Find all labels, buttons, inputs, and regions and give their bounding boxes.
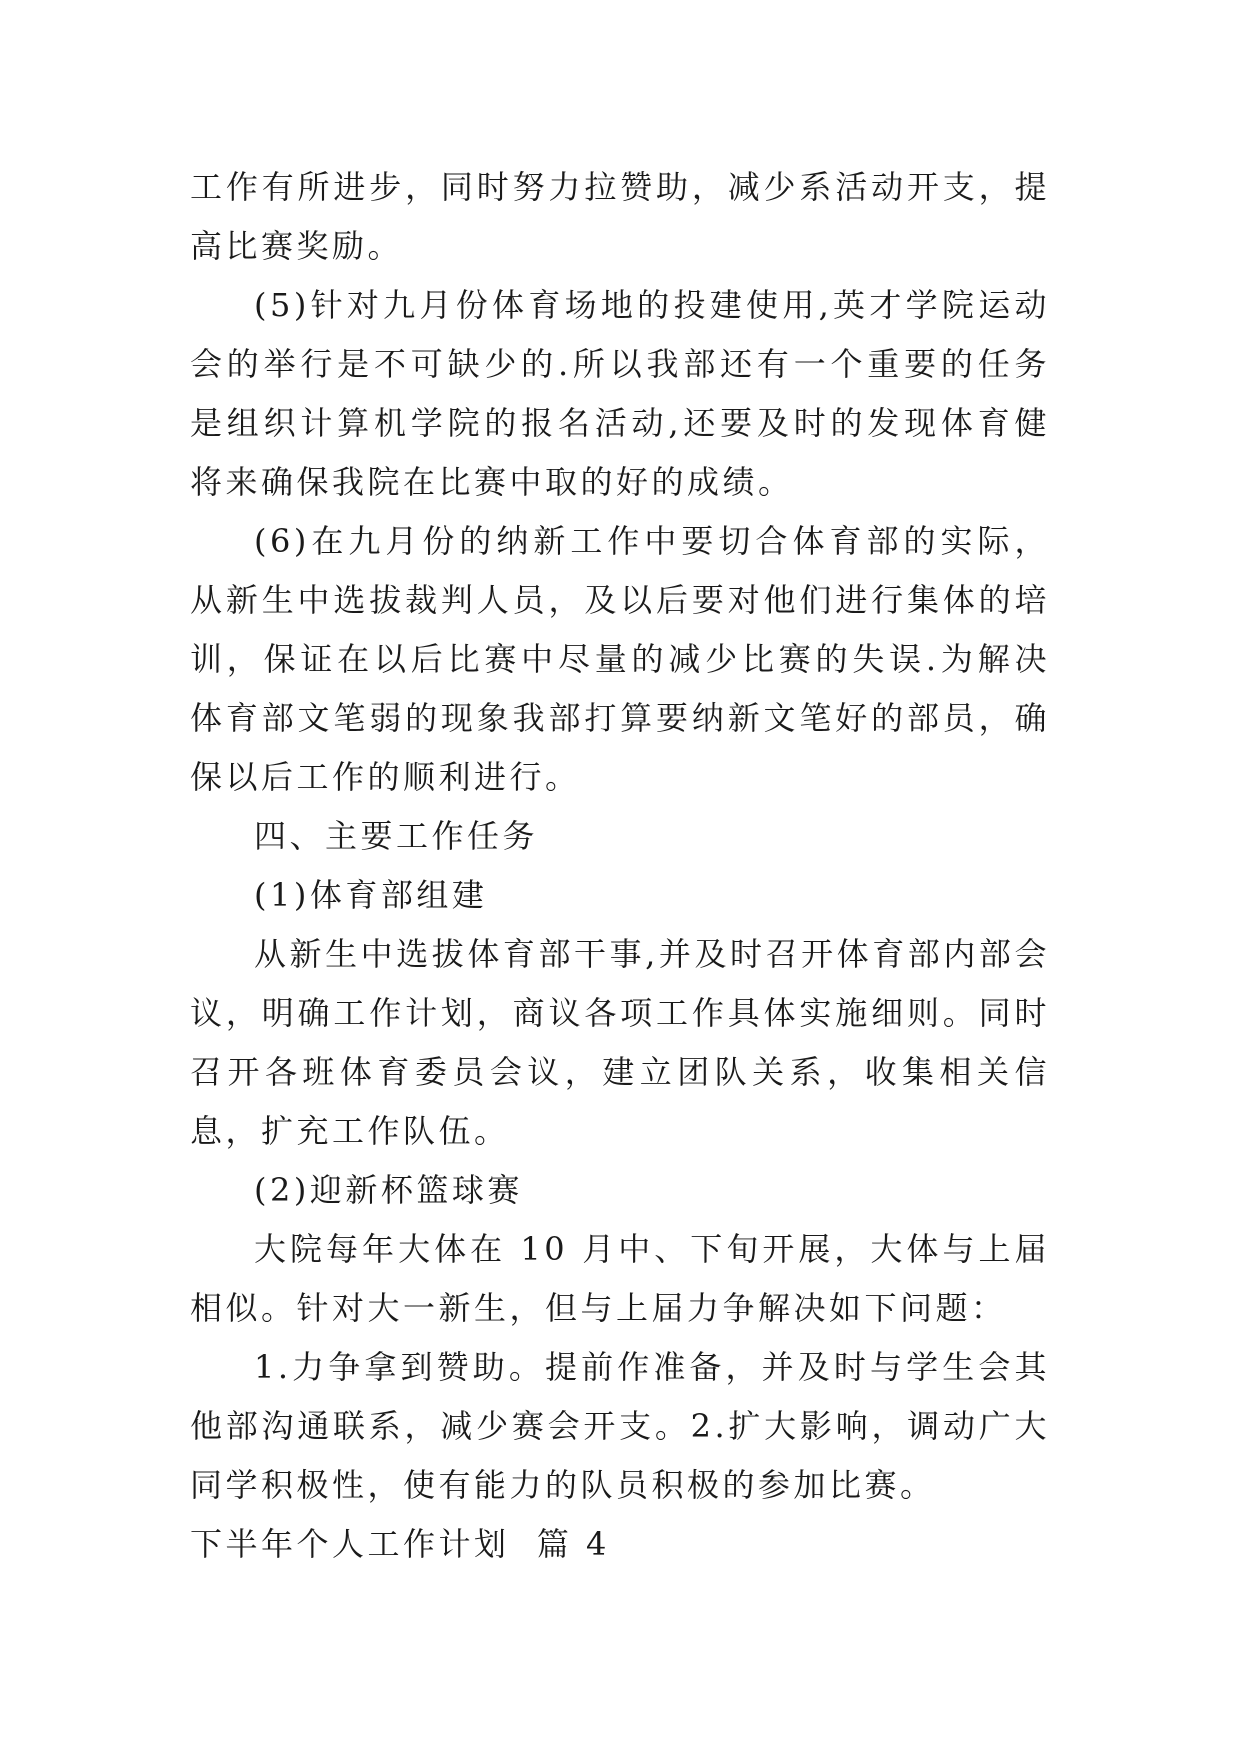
document-body [190,158,1050,1574]
subheading-department-formation: (1)体育部组建 [254,876,488,914]
section-title-part-4: 下半年个人工作计划 篇 4 [190,1525,610,1563]
subheading-basketball-cup: (2)迎新杯篮球赛 [254,1171,523,1209]
paragraph-basketball-cup: 大院每年大体在 10 月中、下旬开展，大体与上届相似。针对大一新生，但与上届力争解决如下问题： [190,1230,1050,1327]
paragraph-item-5: (5)针对九月份体育场地的投建使用,英才学院运动会的举行是不可缺少的.所以我部还有一个重要的任务是组织计算机学院的报名活动,还要及时的发现体育健将来确保我院在比赛中取的好的成绩。 [190,286,1050,501]
paragraph-item-6: (6)在九月份的纳新工作中要切合体育部的实际，从新生中选拔裁判人员，及以后要对他们进行集体的培训，保证在以后比赛中尽量的减少比赛的失误.为解决体育部文笔弱的现象我部打算要纳新文笔好的部员，确保以后工作的顺利进行。 [190,522,1050,796]
section-heading-main-tasks: 四、主要工作任务 [254,817,539,855]
paragraph-continued: 工作有所进步，同时努力拉赞助，减少系活动开支，提高比赛奖励。 [190,168,1050,265]
paragraph-issues-list: 1.力争拿到赞助。提前作准备，并及时与学生会其他部沟通联系，减少赛会开支。2.扩大影响，调动广大同学积极性，使有能力的队员积极的参加比赛。 [190,1348,1050,1504]
paragraph-department-formation: 从新生中选拔体育部干事,并及时召开体育部内部会议，明确工作计划，商议各项工作具体实施细则。同时召开各班体育委员会议，建立团队关系，收集相关信息，扩充工作队伍。 [190,935,1050,1150]
